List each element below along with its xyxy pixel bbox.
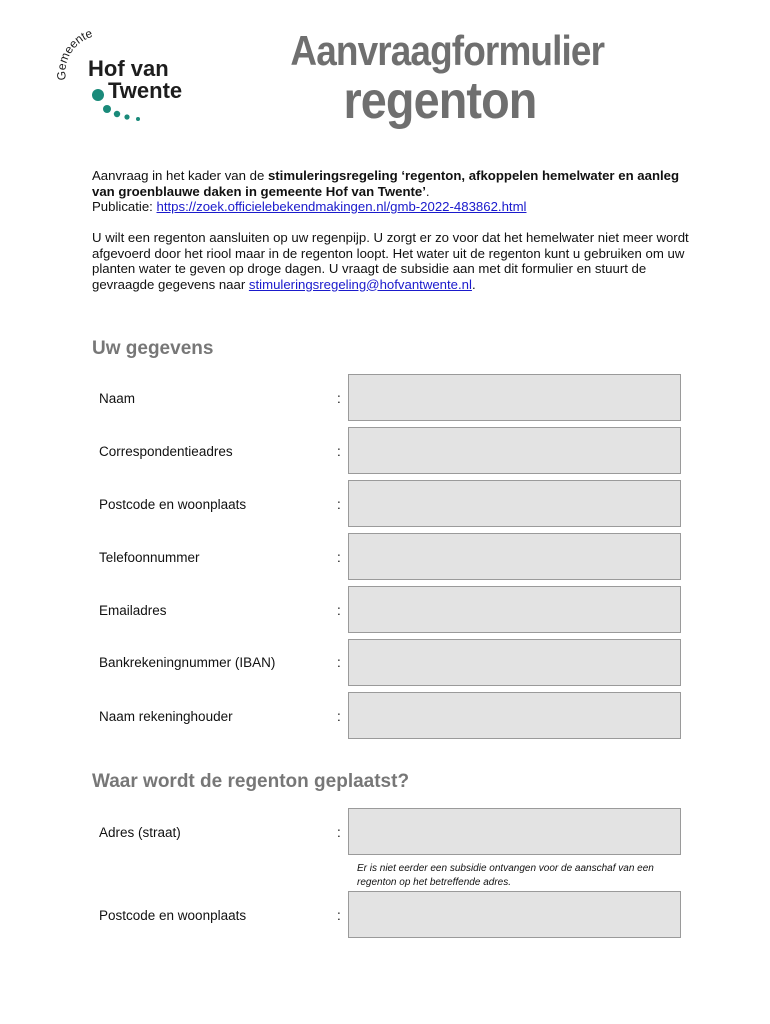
label-correspondentieadres: Correspondentieadres bbox=[99, 444, 233, 459]
label-iban: Bankrekeningnummer (IBAN) bbox=[99, 655, 276, 670]
intro-bold: stimuleringsregeling ‘regenton, afkoppelen hemelwater en aanleg van groenblauwe daken in gemeente Hof van Twente’ bbox=[92, 168, 680, 199]
intro-prefix: Aanvraag in het kader van de bbox=[92, 168, 268, 183]
publication-label: Publicatie: bbox=[92, 199, 157, 214]
title-line1: Aanvraagformulier bbox=[290, 27, 605, 74]
emailadres-field[interactable] bbox=[348, 586, 681, 633]
naam-field[interactable] bbox=[348, 374, 681, 421]
colon: : bbox=[337, 908, 341, 923]
postcode-woonplaats-field[interactable] bbox=[348, 480, 681, 527]
colon: : bbox=[337, 550, 341, 565]
info-paragraph bbox=[92, 230, 692, 292]
iban-field[interactable] bbox=[348, 639, 681, 686]
colon: : bbox=[337, 655, 341, 670]
municipality-logo bbox=[52, 24, 212, 128]
logo-dot bbox=[103, 105, 111, 113]
logo-dot-large bbox=[92, 89, 104, 101]
logo-dot bbox=[124, 114, 129, 119]
logo-dot bbox=[114, 111, 120, 117]
info-end: . bbox=[471, 276, 476, 292]
form-title bbox=[270, 28, 610, 128]
info-text: U wilt een regenton aansluiten op uw regenpijp. U zorgt er zo voor dat het hemelwater niet meer wordt afgevoerd door het riool maar in de regenton loopt. Het water uit de regenton kunt u gebruiken om uw planten water te geven op droge dagen. U vraagt de subsidie aan met dit formulier en stuurt de gevraagde gegevens naar bbox=[92, 230, 689, 292]
section-locatie-title: Waar wordt de regenton geplaatst? bbox=[92, 771, 410, 792]
rekeninghouder-field[interactable] bbox=[348, 692, 681, 739]
logo-dot bbox=[136, 117, 140, 121]
subsidie-note: Er is niet eerder een subsidie ontvangen voor de aanschaf van een regenton op het betreffende adres. bbox=[357, 863, 654, 888]
intro-paragraph bbox=[92, 168, 692, 215]
colon: : bbox=[337, 603, 341, 618]
adres-straat-field[interactable] bbox=[348, 808, 681, 855]
label-postcode-woonplaats: Postcode en woonplaats bbox=[99, 497, 247, 512]
label-emailadres: Emailadres bbox=[99, 603, 167, 618]
section-uw-gegevens-title: Uw gegevens bbox=[92, 338, 214, 359]
label-postcode-woonplaats-2: Postcode en woonplaats bbox=[99, 908, 247, 923]
logo-line1: Hof van bbox=[88, 56, 169, 81]
label-adres-straat: Adres (straat) bbox=[99, 825, 181, 840]
label-rekeninghouder: Naam rekeninghouder bbox=[99, 709, 233, 724]
logo-arc-text: Gemeente bbox=[54, 26, 95, 81]
title-line2: regenton bbox=[343, 72, 537, 130]
intro-suffix: . bbox=[425, 183, 430, 199]
postcode-woonplaats-2-field[interactable] bbox=[348, 891, 681, 938]
telefoonnummer-field[interactable] bbox=[348, 533, 681, 580]
colon: : bbox=[337, 825, 341, 840]
label-telefoonnummer: Telefoonnummer bbox=[99, 550, 200, 565]
publication-link[interactable]: https://zoek.officielebekendmakingen.nl/gmb-2022-483862.html bbox=[156, 199, 527, 214]
correspondentieadres-field[interactable] bbox=[348, 427, 681, 474]
colon: : bbox=[337, 444, 341, 459]
logo-line2: Twente bbox=[108, 78, 183, 103]
colon: : bbox=[337, 709, 341, 724]
email-link[interactable]: stimuleringsregeling@hofvantwente.nl bbox=[248, 276, 472, 292]
label-naam: Naam bbox=[99, 391, 136, 406]
logo-graphic bbox=[52, 24, 212, 128]
colon: : bbox=[337, 391, 341, 406]
colon: : bbox=[337, 497, 341, 512]
